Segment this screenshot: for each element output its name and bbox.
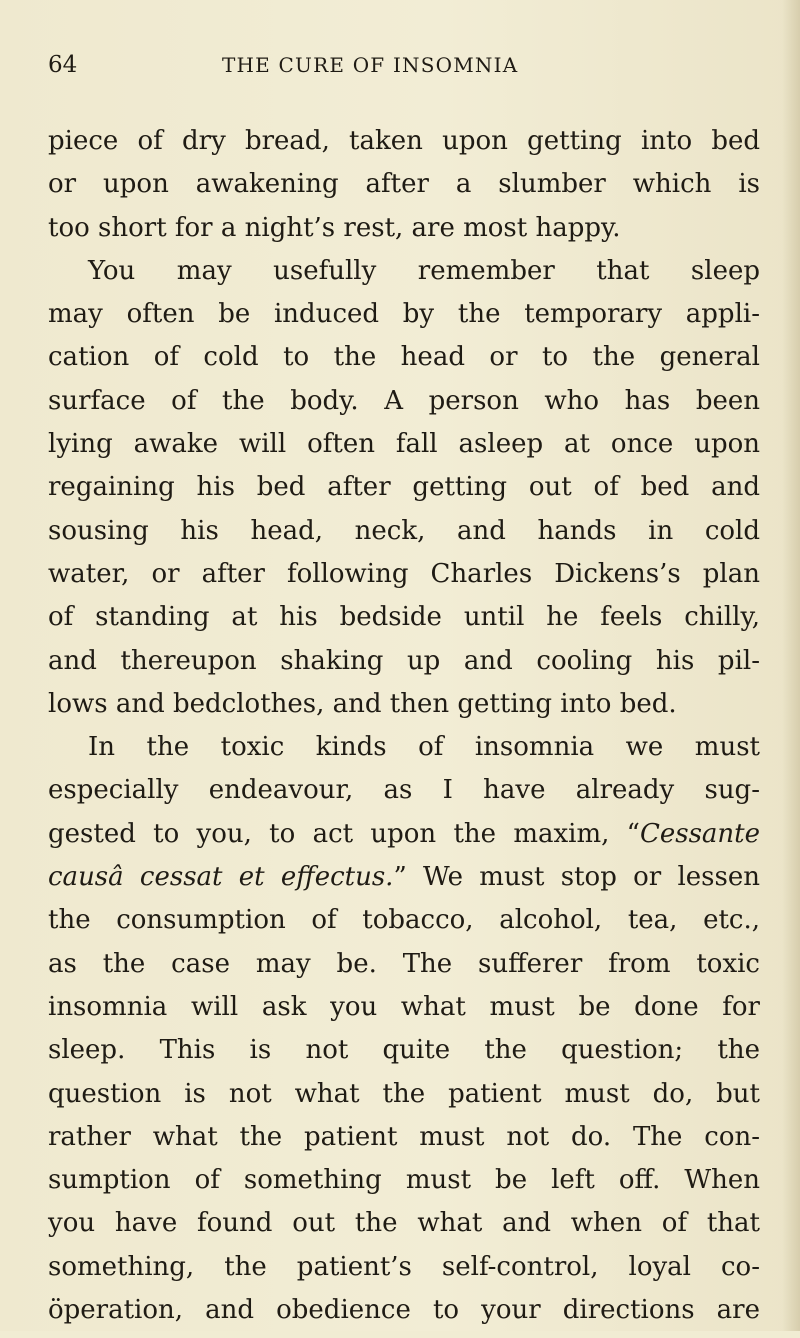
text-line: insomnia will ask you what must be done for [48, 991, 760, 1022]
text-line: sousing his head, neck, and hands in cold [48, 515, 760, 546]
page-number: 64 [48, 52, 78, 78]
text-line: regaining his bed after getting out of bed and [48, 472, 760, 503]
text-line: of standing at his bedside until he feels chilly, [48, 602, 760, 633]
text-line: In the toxic kinds of insomnia we must [88, 732, 760, 763]
text-segment: ” We must stop or lessen [393, 862, 760, 893]
page-edge-shadow [782, 0, 800, 1331]
text-line [48, 819, 760, 862]
text-line: question is not what the patient must do, but [48, 1078, 760, 1109]
text-line: you have found out the what and when of that [48, 1208, 760, 1239]
text-line: and thereupon shaking up and cooling his pil- [48, 645, 760, 676]
text-line: rather what the patient must not do. The con- [48, 1121, 760, 1152]
text-line: sumption of something must be left off. When [48, 1165, 760, 1196]
text-line: may often be induced by the temporary appli- [48, 299, 760, 330]
text-line: piece of dry bread, taken upon getting into bed [48, 126, 760, 156]
text-line: or upon awakening after a slumber which is [48, 169, 760, 200]
text-line: cation of cold to the head or to the general [48, 342, 760, 373]
text-line [48, 862, 760, 905]
body-text [48, 126, 760, 1338]
text-segment: gested to you, to act upon the maxim, “ [48, 818, 640, 849]
text-line: lying awake will often fall asleep at once upon [48, 429, 760, 460]
text-line: something, the patient’s self-control, loyal co- [48, 1251, 760, 1282]
text-line: lows and bedclothes, and then getting into bed. [48, 688, 677, 719]
running-head [48, 52, 758, 92]
text-line: too short for a night’s rest, are most happy. [48, 212, 621, 243]
text-line: water, or after following Charles Dickens’s plan [48, 558, 760, 589]
text-line: especially endeavour, as I have already sug- [48, 775, 760, 806]
text-line: öperation, and obedience to your directions are [48, 1295, 760, 1326]
latin-maxim-start: Cessante [639, 818, 760, 849]
text-line: You may usefully remember that sleep [88, 255, 760, 286]
text-line: as the case may be. The sufferer from toxic [48, 948, 760, 979]
text-line: the consumption of tobacco, alcohol, tea, etc., [48, 905, 760, 936]
running-title: THE CURE OF INSOMNIA [222, 53, 519, 77]
text-line: sleep. This is not quite the question; the [48, 1035, 760, 1066]
text-line: surface of the body. A person who has been [48, 385, 760, 416]
latin-maxim-end: causâ cessat et effectus. [48, 862, 394, 893]
